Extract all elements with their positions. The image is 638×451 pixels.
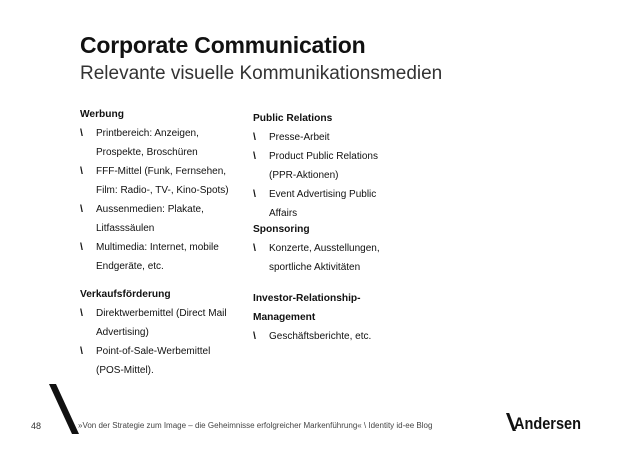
- list-item-text: Multimedia: Internet, mobile Endgeräte, etc.: [96, 242, 219, 272]
- section-heading: Verkaufsförderung: [80, 289, 171, 300]
- andersen-logo: [506, 409, 582, 433]
- section-heading: Investor-Relationship-: [253, 293, 361, 304]
- backslash-bullet-icon: \: [80, 241, 83, 253]
- page-number: 48: [31, 421, 42, 431]
- section-heading: Public Relations: [253, 113, 333, 124]
- section-public-relations: [253, 109, 393, 223]
- list-item-text: FFF-Mittel (Funk, Fernsehen, Film: Radio-, TV-, Kino-Spots): [96, 166, 229, 196]
- list-item-text: Printbereich: Anzeigen, Prospekte, Broschüren: [96, 128, 199, 158]
- list-item-text: Direktwerbemittel (Direct Mail Advertising): [96, 308, 227, 338]
- list-item: [80, 304, 240, 342]
- list-item-text: Presse-Arbeit: [269, 132, 330, 143]
- list-item: [253, 128, 393, 147]
- list-item: [80, 342, 240, 380]
- section-verkaufsfoerderung: [80, 285, 240, 380]
- footer-citation: »Von der Strategie zum Image – die Geheimnisse erfolgreicher Markenführung« \ Identity id-ee Blog: [78, 421, 433, 430]
- list-item: [80, 200, 240, 238]
- backslash-divider-icon: [49, 384, 79, 434]
- list-item: [253, 147, 393, 185]
- backslash-bullet-icon: \: [253, 131, 256, 143]
- list-item: [80, 162, 240, 200]
- list-item-text: Geschäftsberichte, etc.: [269, 331, 372, 342]
- section-heading: Werbung: [80, 109, 124, 120]
- backslash-bullet-icon: \: [253, 150, 256, 162]
- backslash-bullet-icon: \: [80, 307, 83, 319]
- page-subtitle: Relevante visuelle Kommunikationsmedien: [80, 63, 443, 84]
- list-item: [80, 238, 240, 276]
- backslash-bullet-icon: \: [80, 127, 83, 139]
- list-item: [253, 327, 393, 346]
- page-title: Corporate Communication: [80, 32, 366, 58]
- backslash-bullet-icon: \: [253, 188, 256, 200]
- list-item: [253, 185, 393, 223]
- backslash-bullet-icon: \: [80, 203, 83, 215]
- list-item: [253, 239, 403, 277]
- logo-wordmark: Andersen: [514, 414, 581, 433]
- list-item: [80, 124, 240, 162]
- section-heading: Sponsoring: [253, 224, 310, 235]
- backslash-bullet-icon: \: [253, 242, 256, 254]
- section-investor-relationship: [253, 289, 393, 346]
- list-item-text: Konzerte, Ausstellungen, sportliche Aktivitäten: [269, 243, 380, 273]
- list-item-text: Point-of-Sale-Werbemittel (POS-Mittel).: [96, 346, 211, 376]
- backslash-bullet-icon: \: [80, 345, 83, 357]
- list-item-text: Aussenmedien: Plakate, Litfasssäulen: [96, 204, 204, 234]
- backslash-bullet-icon: \: [253, 330, 256, 342]
- backslash-bullet-icon: \: [80, 165, 83, 177]
- list-item-text: Event Advertising Public Affairs: [269, 189, 377, 219]
- section-heading: Management: [253, 312, 316, 323]
- section-werbung: [80, 105, 240, 276]
- section-sponsoring: [253, 220, 403, 277]
- list-item-text: Product Public Relations (PPR-Aktionen): [269, 151, 378, 181]
